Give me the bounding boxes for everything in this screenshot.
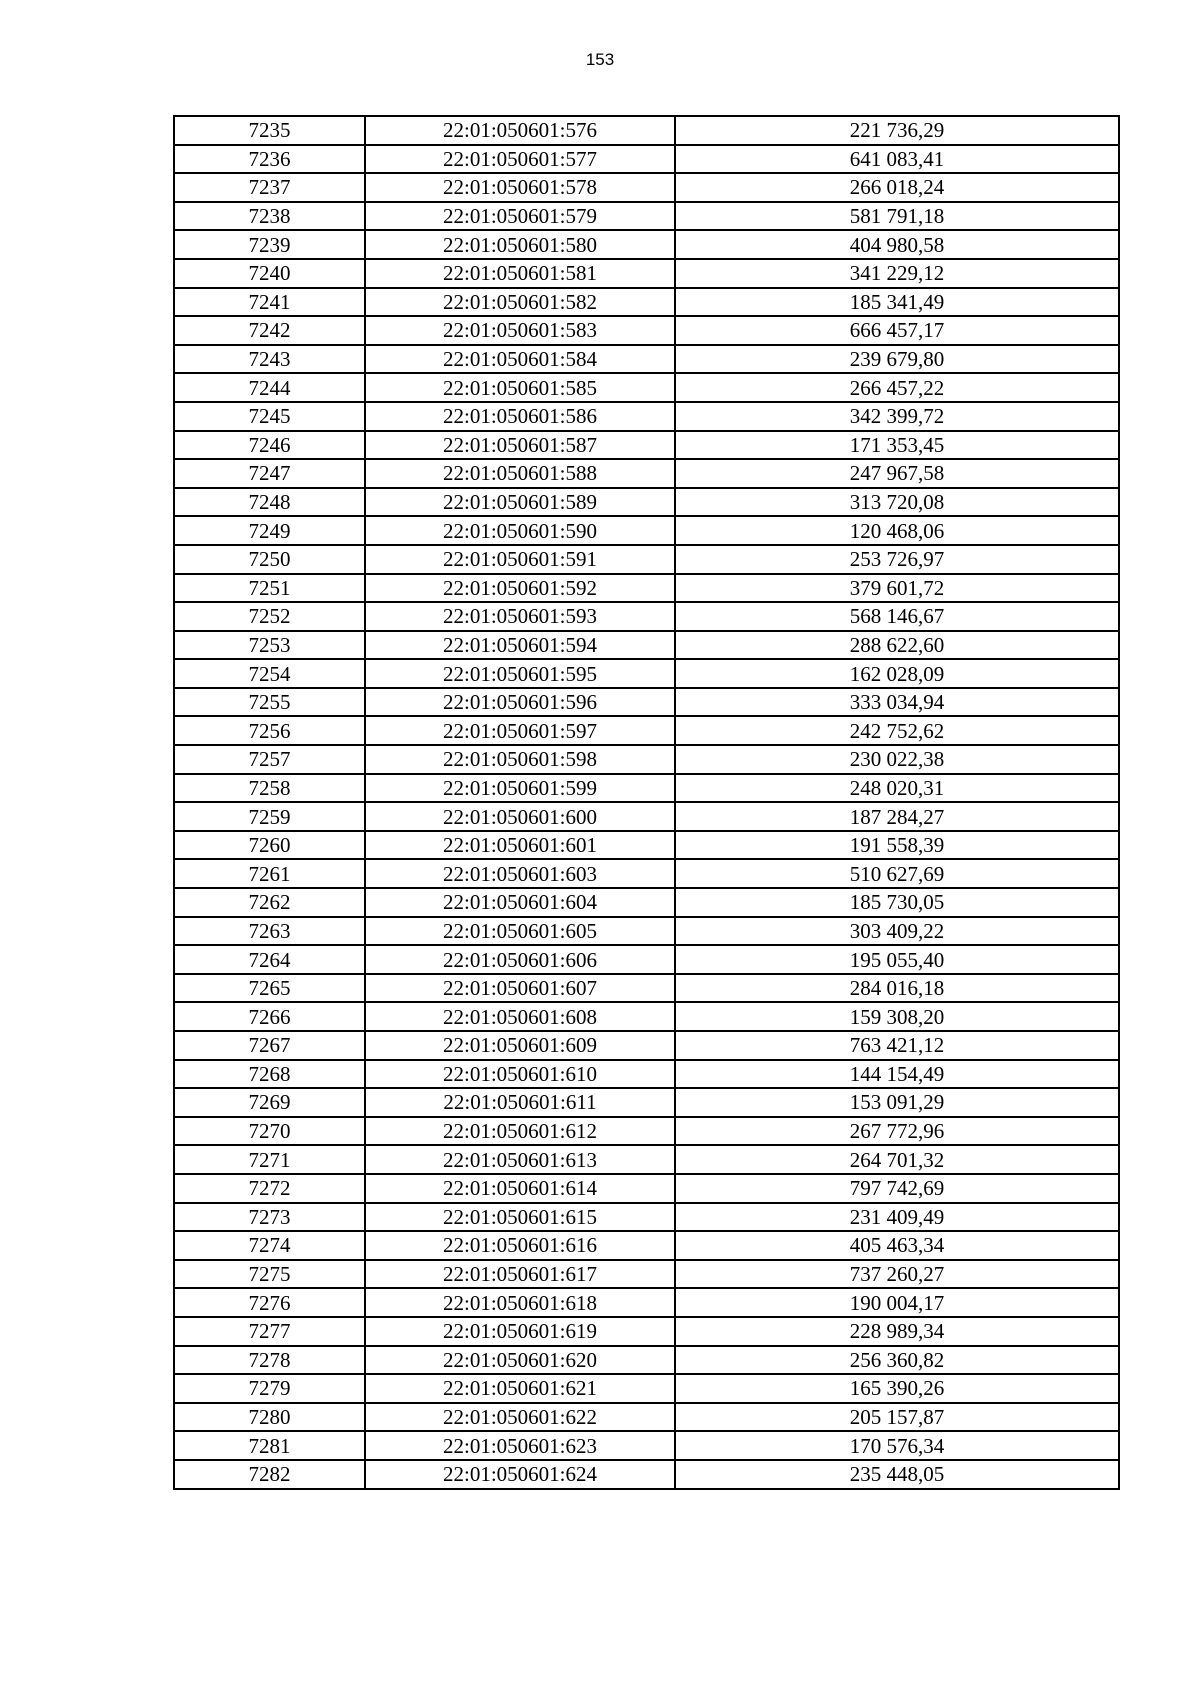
cadastral-value-cell: 235 448,05 <box>675 1460 1119 1489</box>
table-row <box>174 974 1119 1003</box>
cadastral-number-cell: 22:01:050601:578 <box>365 173 675 202</box>
cadastral-value-cell: 266 457,22 <box>675 373 1119 402</box>
cadastral-number-cell: 22:01:050601:597 <box>365 716 675 745</box>
table-row <box>174 545 1119 574</box>
row-number-cell: 7255 <box>174 688 365 717</box>
cadastral-number-cell: 22:01:050601:589 <box>365 488 675 517</box>
row-number-cell: 7281 <box>174 1431 365 1460</box>
cadastral-number-cell: 22:01:050601:601 <box>365 831 675 860</box>
table-row <box>174 888 1119 917</box>
cadastral-value-cell: 165 390,26 <box>675 1374 1119 1403</box>
row-number-cell: 7269 <box>174 1088 365 1117</box>
row-number-cell: 7241 <box>174 288 365 317</box>
cadastral-value-cell: 171 353,45 <box>675 431 1119 460</box>
row-number-cell: 7238 <box>174 202 365 231</box>
table-row <box>174 831 1119 860</box>
table-row <box>174 345 1119 374</box>
table-row <box>174 1346 1119 1375</box>
table-row <box>174 1031 1119 1060</box>
table-row <box>174 1117 1119 1146</box>
cadastral-number-cell: 22:01:050601:611 <box>365 1088 675 1117</box>
table-row <box>174 1288 1119 1317</box>
table-row <box>174 516 1119 545</box>
cadastral-number-cell: 22:01:050601:576 <box>365 116 675 145</box>
table-row <box>174 1002 1119 1031</box>
row-number-cell: 7251 <box>174 574 365 603</box>
cadastral-value-cell: 253 726,97 <box>675 545 1119 574</box>
cadastral-number-cell: 22:01:050601:598 <box>365 745 675 774</box>
row-number-cell: 7260 <box>174 831 365 860</box>
row-number-cell: 7268 <box>174 1060 365 1089</box>
row-number-cell: 7271 <box>174 1145 365 1174</box>
cadastral-value-cell: 581 791,18 <box>675 202 1119 231</box>
table-row <box>174 373 1119 402</box>
cadastral-value-cell: 333 034,94 <box>675 688 1119 717</box>
cadastral-value-cell: 510 627,69 <box>675 859 1119 888</box>
cadastral-number-cell: 22:01:050601:587 <box>365 431 675 460</box>
table-row <box>174 145 1119 174</box>
row-number-cell: 7264 <box>174 945 365 974</box>
cadastral-number-cell: 22:01:050601:607 <box>365 974 675 1003</box>
cadastral-value-cell: 264 701,32 <box>675 1145 1119 1174</box>
row-number-cell: 7267 <box>174 1031 365 1060</box>
cadastral-value-cell: 247 967,58 <box>675 459 1119 488</box>
cadastral-value-cell: 405 463,34 <box>675 1231 1119 1260</box>
cadastral-value-cell: 248 020,31 <box>675 774 1119 803</box>
cadastral-value-cell: 266 018,24 <box>675 173 1119 202</box>
table-row <box>174 1145 1119 1174</box>
cadastral-number-cell: 22:01:050601:606 <box>365 945 675 974</box>
row-number-cell: 7265 <box>174 974 365 1003</box>
cadastral-value-cell: 303 409,22 <box>675 917 1119 946</box>
cadastral-number-cell: 22:01:050601:614 <box>365 1174 675 1203</box>
row-number-cell: 7256 <box>174 716 365 745</box>
cadastral-value-cell: 191 558,39 <box>675 831 1119 860</box>
cadastral-number-cell: 22:01:050601:603 <box>365 859 675 888</box>
cadastral-number-cell: 22:01:050601:586 <box>365 402 675 431</box>
table-row <box>174 202 1119 231</box>
row-number-cell: 7282 <box>174 1460 365 1489</box>
row-number-cell: 7279 <box>174 1374 365 1403</box>
cadastral-number-cell: 22:01:050601:623 <box>365 1431 675 1460</box>
cadastral-value-cell: 239 679,80 <box>675 345 1119 374</box>
table-row <box>174 688 1119 717</box>
table-row <box>174 116 1119 145</box>
cadastral-value-cell: 231 409,49 <box>675 1203 1119 1232</box>
table-row <box>174 802 1119 831</box>
cadastral-number-cell: 22:01:050601:584 <box>365 345 675 374</box>
row-number-cell: 7273 <box>174 1203 365 1232</box>
cadastral-number-cell: 22:01:050601:615 <box>365 1203 675 1232</box>
table-row <box>174 173 1119 202</box>
row-number-cell: 7272 <box>174 1174 365 1203</box>
cadastral-value-cell: 341 229,12 <box>675 259 1119 288</box>
row-number-cell: 7236 <box>174 145 365 174</box>
table-row <box>174 488 1119 517</box>
row-number-cell: 7262 <box>174 888 365 917</box>
row-number-cell: 7247 <box>174 459 365 488</box>
table-row <box>174 1174 1119 1203</box>
row-number-cell: 7252 <box>174 602 365 631</box>
cadastral-value-cell: 185 730,05 <box>675 888 1119 917</box>
cadastral-number-cell: 22:01:050601:585 <box>365 373 675 402</box>
cadastral-number-cell: 22:01:050601:594 <box>365 631 675 660</box>
cadastral-number-cell: 22:01:050601:582 <box>365 288 675 317</box>
cadastral-value-cell: 256 360,82 <box>675 1346 1119 1375</box>
table-body <box>174 116 1119 1489</box>
table-row <box>174 316 1119 345</box>
cadastral-number-cell: 22:01:050601:591 <box>365 545 675 574</box>
cadastral-number-cell: 22:01:050601:621 <box>365 1374 675 1403</box>
row-number-cell: 7254 <box>174 659 365 688</box>
row-number-cell: 7263 <box>174 917 365 946</box>
cadastral-value-cell: 144 154,49 <box>675 1060 1119 1089</box>
cadastral-number-cell: 22:01:050601:596 <box>365 688 675 717</box>
row-number-cell: 7244 <box>174 373 365 402</box>
cadastral-number-cell: 22:01:050601:604 <box>365 888 675 917</box>
cadastral-number-cell: 22:01:050601:620 <box>365 1346 675 1375</box>
cadastral-number-cell: 22:01:050601:619 <box>365 1317 675 1346</box>
table-row <box>174 945 1119 974</box>
table-row <box>174 1060 1119 1089</box>
table-row <box>174 259 1119 288</box>
table-row <box>174 659 1119 688</box>
row-number-cell: 7258 <box>174 774 365 803</box>
row-number-cell: 7235 <box>174 116 365 145</box>
cadastral-value-cell: 737 260,27 <box>675 1260 1119 1289</box>
cadastral-value-cell: 267 772,96 <box>675 1117 1119 1146</box>
cadastral-value-cell: 763 421,12 <box>675 1031 1119 1060</box>
row-number-cell: 7245 <box>174 402 365 431</box>
table-row <box>174 431 1119 460</box>
cadastral-value-cell: 120 468,06 <box>675 516 1119 545</box>
cadastral-value-cell: 190 004,17 <box>675 1288 1119 1317</box>
row-number-cell: 7248 <box>174 488 365 517</box>
row-number-cell: 7250 <box>174 545 365 574</box>
page-number: 153 <box>585 50 615 69</box>
table-row <box>174 1088 1119 1117</box>
cadastral-value-cell: 205 157,87 <box>675 1403 1119 1432</box>
row-number-cell: 7277 <box>174 1317 365 1346</box>
cadastral-value-cell: 242 752,62 <box>675 716 1119 745</box>
cadastral-number-cell: 22:01:050601:610 <box>365 1060 675 1089</box>
cadastral-number-cell: 22:01:050601:580 <box>365 230 675 259</box>
row-number-cell: 7237 <box>174 173 365 202</box>
cadastral-number-cell: 22:01:050601:595 <box>365 659 675 688</box>
table-row <box>174 1460 1119 1489</box>
cadastral-value-cell: 404 980,58 <box>675 230 1119 259</box>
cadastral-value-cell: 284 016,18 <box>675 974 1119 1003</box>
table-row <box>174 288 1119 317</box>
cadastral-number-cell: 22:01:050601:605 <box>365 917 675 946</box>
cadastral-value-cell: 185 341,49 <box>675 288 1119 317</box>
row-number-cell: 7266 <box>174 1002 365 1031</box>
table-row <box>174 631 1119 660</box>
cadastral-value-cell: 230 022,38 <box>675 745 1119 774</box>
cadastral-number-cell: 22:01:050601:616 <box>365 1231 675 1260</box>
row-number-cell: 7278 <box>174 1346 365 1375</box>
cadastral-value-cell: 195 055,40 <box>675 945 1119 974</box>
cadastral-number-cell: 22:01:050601:599 <box>365 774 675 803</box>
table-row <box>174 1374 1119 1403</box>
cadastral-value-cell: 313 720,08 <box>675 488 1119 517</box>
cadastral-number-cell: 22:01:050601:612 <box>365 1117 675 1146</box>
cadastral-number-cell: 22:01:050601:577 <box>365 145 675 174</box>
cadastral-number-cell: 22:01:050601:600 <box>365 802 675 831</box>
cadastral-value-cell: 159 308,20 <box>675 1002 1119 1031</box>
row-number-cell: 7239 <box>174 230 365 259</box>
table-row <box>174 230 1119 259</box>
cadastral-number-cell: 22:01:050601:593 <box>365 602 675 631</box>
row-number-cell: 7253 <box>174 631 365 660</box>
row-number-cell: 7259 <box>174 802 365 831</box>
row-number-cell: 7249 <box>174 516 365 545</box>
cadastral-value-cell: 228 989,34 <box>675 1317 1119 1346</box>
cadastral-number-cell: 22:01:050601:617 <box>365 1260 675 1289</box>
row-number-cell: 7274 <box>174 1231 365 1260</box>
cadastral-value-cell: 641 083,41 <box>675 145 1119 174</box>
cadastral-number-cell: 22:01:050601:609 <box>365 1031 675 1060</box>
row-number-cell: 7280 <box>174 1403 365 1432</box>
cadastral-value-cell: 288 622,60 <box>675 631 1119 660</box>
table-row <box>174 745 1119 774</box>
cadastral-number-cell: 22:01:050601:583 <box>365 316 675 345</box>
row-number-cell: 7240 <box>174 259 365 288</box>
row-number-cell: 7261 <box>174 859 365 888</box>
row-number-cell: 7276 <box>174 1288 365 1317</box>
table-row <box>174 1403 1119 1432</box>
table-row <box>174 459 1119 488</box>
cadastral-number-cell: 22:01:050601:588 <box>365 459 675 488</box>
row-number-cell: 7243 <box>174 345 365 374</box>
row-number-cell: 7270 <box>174 1117 365 1146</box>
table-row <box>174 716 1119 745</box>
table-row <box>174 602 1119 631</box>
cadastral-value-cell: 170 576,34 <box>675 1431 1119 1460</box>
cadastral-value-cell: 187 284,27 <box>675 802 1119 831</box>
cadastral-value-cell: 379 601,72 <box>675 574 1119 603</box>
cadastral-number-cell: 22:01:050601:624 <box>365 1460 675 1489</box>
table-row <box>174 1317 1119 1346</box>
table-row <box>174 1431 1119 1460</box>
cadastral-value-cell: 666 457,17 <box>675 316 1119 345</box>
cadastral-number-cell: 22:01:050601:622 <box>365 1403 675 1432</box>
cadastral-value-table <box>173 115 1120 1490</box>
row-number-cell: 7246 <box>174 431 365 460</box>
table-row <box>174 774 1119 803</box>
table-row <box>174 917 1119 946</box>
table-row <box>174 402 1119 431</box>
row-number-cell: 7242 <box>174 316 365 345</box>
cadastral-value-cell: 162 028,09 <box>675 659 1119 688</box>
cadastral-number-cell: 22:01:050601:618 <box>365 1288 675 1317</box>
cadastral-number-cell: 22:01:050601:592 <box>365 574 675 603</box>
cadastral-number-cell: 22:01:050601:613 <box>365 1145 675 1174</box>
table-row <box>174 574 1119 603</box>
cadastral-value-cell: 342 399,72 <box>675 402 1119 431</box>
table-row <box>174 1260 1119 1289</box>
cadastral-value-cell: 568 146,67 <box>675 602 1119 631</box>
cadastral-number-cell: 22:01:050601:608 <box>365 1002 675 1031</box>
table-row <box>174 859 1119 888</box>
table-row <box>174 1231 1119 1260</box>
cadastral-number-cell: 22:01:050601:590 <box>365 516 675 545</box>
cadastral-value-cell: 797 742,69 <box>675 1174 1119 1203</box>
cadastral-value-cell: 221 736,29 <box>675 116 1119 145</box>
cadastral-value-cell: 153 091,29 <box>675 1088 1119 1117</box>
row-number-cell: 7275 <box>174 1260 365 1289</box>
table-row <box>174 1203 1119 1232</box>
cadastral-number-cell: 22:01:050601:581 <box>365 259 675 288</box>
cadastral-number-cell: 22:01:050601:579 <box>365 202 675 231</box>
row-number-cell: 7257 <box>174 745 365 774</box>
